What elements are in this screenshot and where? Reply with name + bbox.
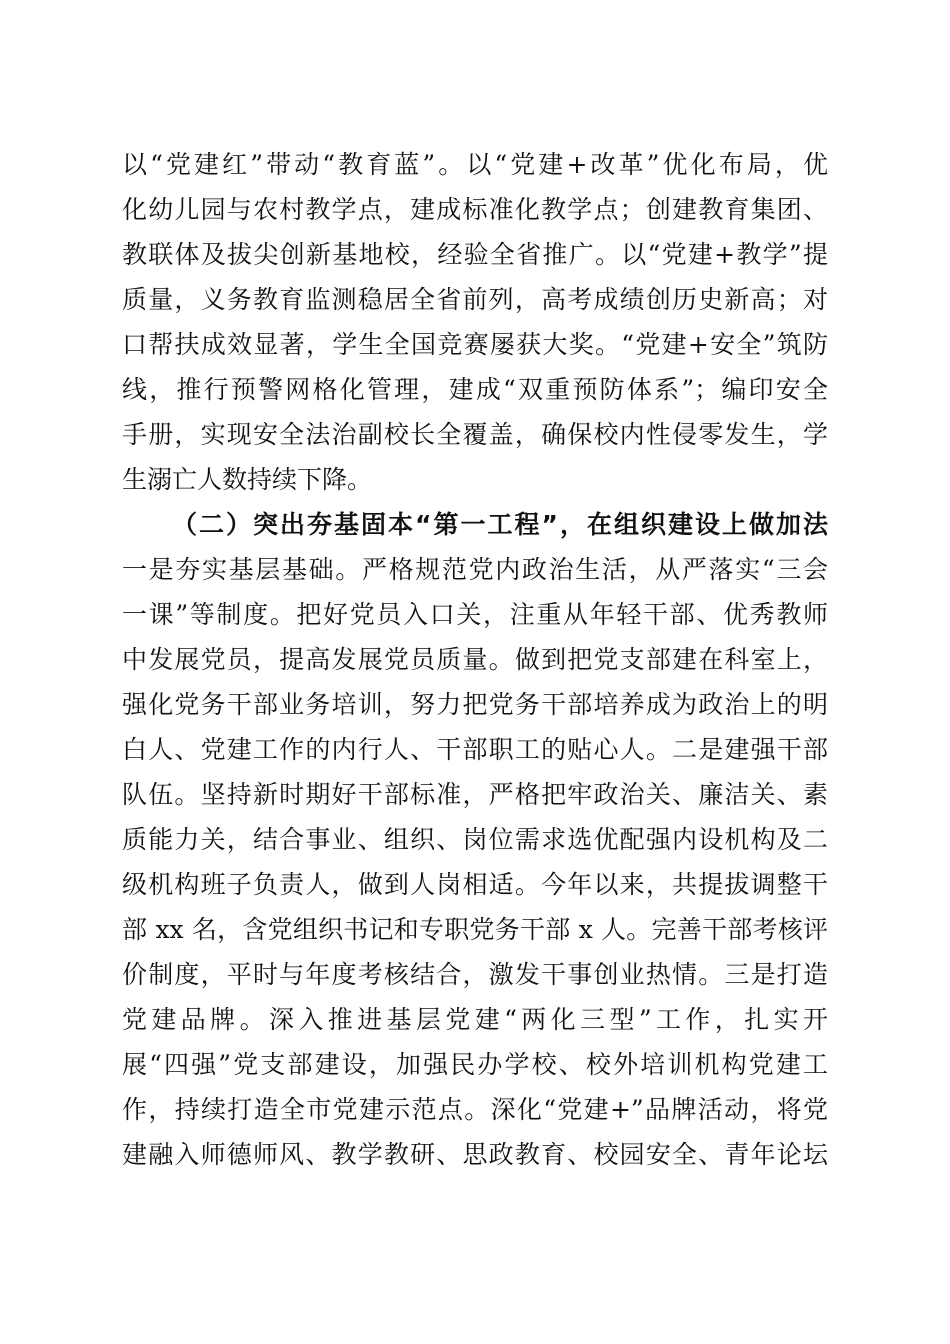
paragraph-line: 级机构班子负责人，做到人岗相适。今年以来，共提拔调整干 [122, 870, 828, 899]
paragraph-line: 队伍。坚持新时期好干部标准，严格把牢政治关、廉洁关、素 [122, 780, 828, 809]
paragraph-line: 一课”等制度。把好党员入口关，注重从年轻干部、优秀教师 [122, 600, 828, 629]
paragraph-line: 党建品牌。深入推进基层党建“两化三型”工作，扎实开 [122, 1005, 828, 1034]
paragraph-line: 作，持续打造全市党建示范点。深化“党建+”品牌活动，将党 [122, 1095, 828, 1124]
paragraph-line: 生溺亡人数持续下降。 [122, 465, 373, 494]
paragraph-line: 以“党建红”带动“教育蓝”。以“党建+改革”优化布局，优 [122, 150, 828, 179]
paragraph-line: 部 xx 名，含党组织书记和专职党务干部 x 人。完善干部考核评 [122, 915, 828, 944]
paragraph-line: 白人、党建工作的内行人、干部职工的贴心人。二是建强干部 [122, 735, 828, 764]
paragraph-line: 手册，实现安全法治副校长全覆盖，确保校内性侵零发生，学 [122, 420, 828, 449]
paragraph-line: 质能力关，结合事业、组织、岗位需求选优配强内设机构及二 [122, 825, 828, 854]
paragraph-line: 教联体及拔尖创新基地校，经验全省推广。以“党建+教学”提 [122, 240, 828, 269]
paragraph-line: 强化党务干部业务培训，努力把党务干部培养成为政治上的明 [122, 690, 828, 719]
paragraph-line: 价制度，平时与年度考核结合，激发干事创业热情。三是打造 [122, 960, 828, 989]
paragraph-line: 化幼儿园与农村教学点，建成标准化教学点；创建教育集团、 [122, 195, 828, 224]
paragraph-line: 线，推行预警网格化管理，建成“双重预防体系”；编印安全 [122, 375, 828, 404]
paragraph-line: 一是夯实基层基础。严格规范党内政治生活，从严落实“三会 [122, 555, 828, 584]
paragraph-line: 口帮扶成效显著，学生全国竞赛屡获大奖。“党建+安全”筑防 [122, 330, 828, 359]
paragraph-line: 中发展党员，提高发展党员质量。做到把党支部建在科室上， [122, 645, 828, 674]
paragraph-line: 展“四强”党支部建设，加强民办学校、校外培训机构党建工 [122, 1050, 828, 1079]
section-heading: （二）突出夯基固本“第一工程”，在组织建设上做加法 [172, 510, 828, 539]
paragraph-line: 建融入师德师风、教学教研、思政教育、校园安全、青年论坛 [122, 1140, 828, 1169]
paragraph-line: 质量，义务教育监测稳居全省前列，高考成绩创历史新高；对 [122, 285, 828, 314]
